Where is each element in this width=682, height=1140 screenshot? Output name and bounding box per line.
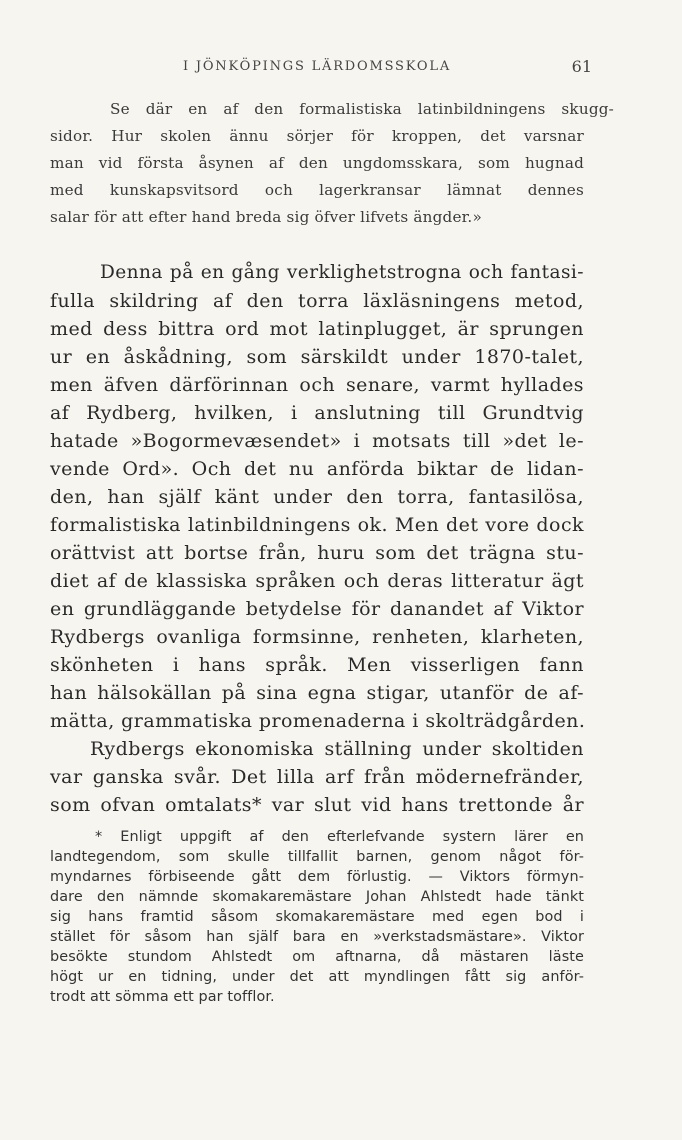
body-line: med dess bittra ord mot latinplugget, är sprungen (50, 318, 584, 340)
body-line: ur en åskådning, som särskildt under 1870-talet, (50, 346, 584, 368)
footnote-line: stället för såsom han själf bara en »verkstadsmästare». Viktor (50, 929, 584, 945)
footnote-line: myndarnes förbiseende gått dem förlustig. — Viktors förmyn- (50, 869, 584, 885)
body-line: vende Ord». Och det nu anförda biktar de lidan- (50, 458, 584, 480)
body-line: hatade »Bogormevæsendet» i motsats till »det le- (50, 430, 584, 452)
body-line: Rydbergs ovanliga formsinne, renheten, klarheten, (50, 626, 584, 648)
footnote-line: trodt att sömma ett par tofflor. (50, 989, 275, 1005)
body-line: Rydbergs ekonomiska ställning under skoltiden (90, 738, 584, 760)
quote-line: Se där en af den formalistiska latinbildningens skugg- (110, 100, 614, 118)
body-line: diet af de klassiska språken och deras litteratur ägt (50, 570, 584, 592)
body-line: men äfven därförinnan och senare, varmt hyllades (50, 374, 584, 396)
quote-line: sidor. Hur skolen ännu sörjer för kroppen, det varsnar (50, 127, 584, 145)
footnote-line: besökte stundom Ahlstedt om aftnarna, då mästaren läste (50, 949, 584, 965)
body-line: fulla skildring af den torra läxläsningens metod, (50, 290, 584, 312)
footnote-line: dare den nämnde skomakaremästare Johan Ahlstedt hade tänkt (50, 889, 584, 905)
body-line: den, han själf känt under den torra, fantasilösa, (50, 486, 584, 508)
quote-line: med kunskapsvitsord och lagerkransar lämnat dennes (50, 181, 584, 199)
body-line: orättvist att bortse från, huru som det trägna stu- (50, 542, 584, 564)
body-line: som ofvan omtalats* var slut vid hans trettonde år (50, 794, 584, 816)
body-line: Denna på en gång verklighetstrogna och fantasi- (100, 262, 584, 283)
footnote-line: högt ur en tidning, under det att myndlingen fått sig anför- (50, 969, 584, 985)
quote-line: man vid första åsynen af den ungdomsskara, som hugnad (50, 154, 584, 172)
body-line: mätta, grammatiska promenaderna i skolträdgården. (50, 710, 586, 732)
footnote-line: landtegendom, som skulle tillfallit barnen, genom något för- (50, 849, 584, 865)
body-line: han hälsokällan på sina egna stigar, utanför de af- (50, 682, 584, 704)
page-number: 61 (571, 57, 592, 76)
footnote-line: sig hans framtid såsom skomakaremästare med egen bod i (50, 909, 584, 925)
body-line: var ganska svår. Det lilla arf från mödernefränder, (50, 766, 584, 788)
footnote-line: * Enligt uppgift af den efterlefvande systern lärer en (95, 829, 584, 845)
quote-line: salar för att efter hand breda sig öfver lifvets ängder.» (50, 208, 482, 226)
body-line: skönheten i hans språk. Men visserligen fann (50, 654, 584, 676)
running-title: I JÖNKÖPINGS LÄRDOMSSKOLA (182, 59, 452, 74)
body-line: af Rydberg, hvilken, i anslutning till Grundtvig (50, 402, 584, 424)
body-line: formalistiska latinbildningens ok. Men det vore dock (50, 514, 584, 536)
body-line: en grundläggande betydelse för danandet af Viktor (50, 598, 584, 620)
